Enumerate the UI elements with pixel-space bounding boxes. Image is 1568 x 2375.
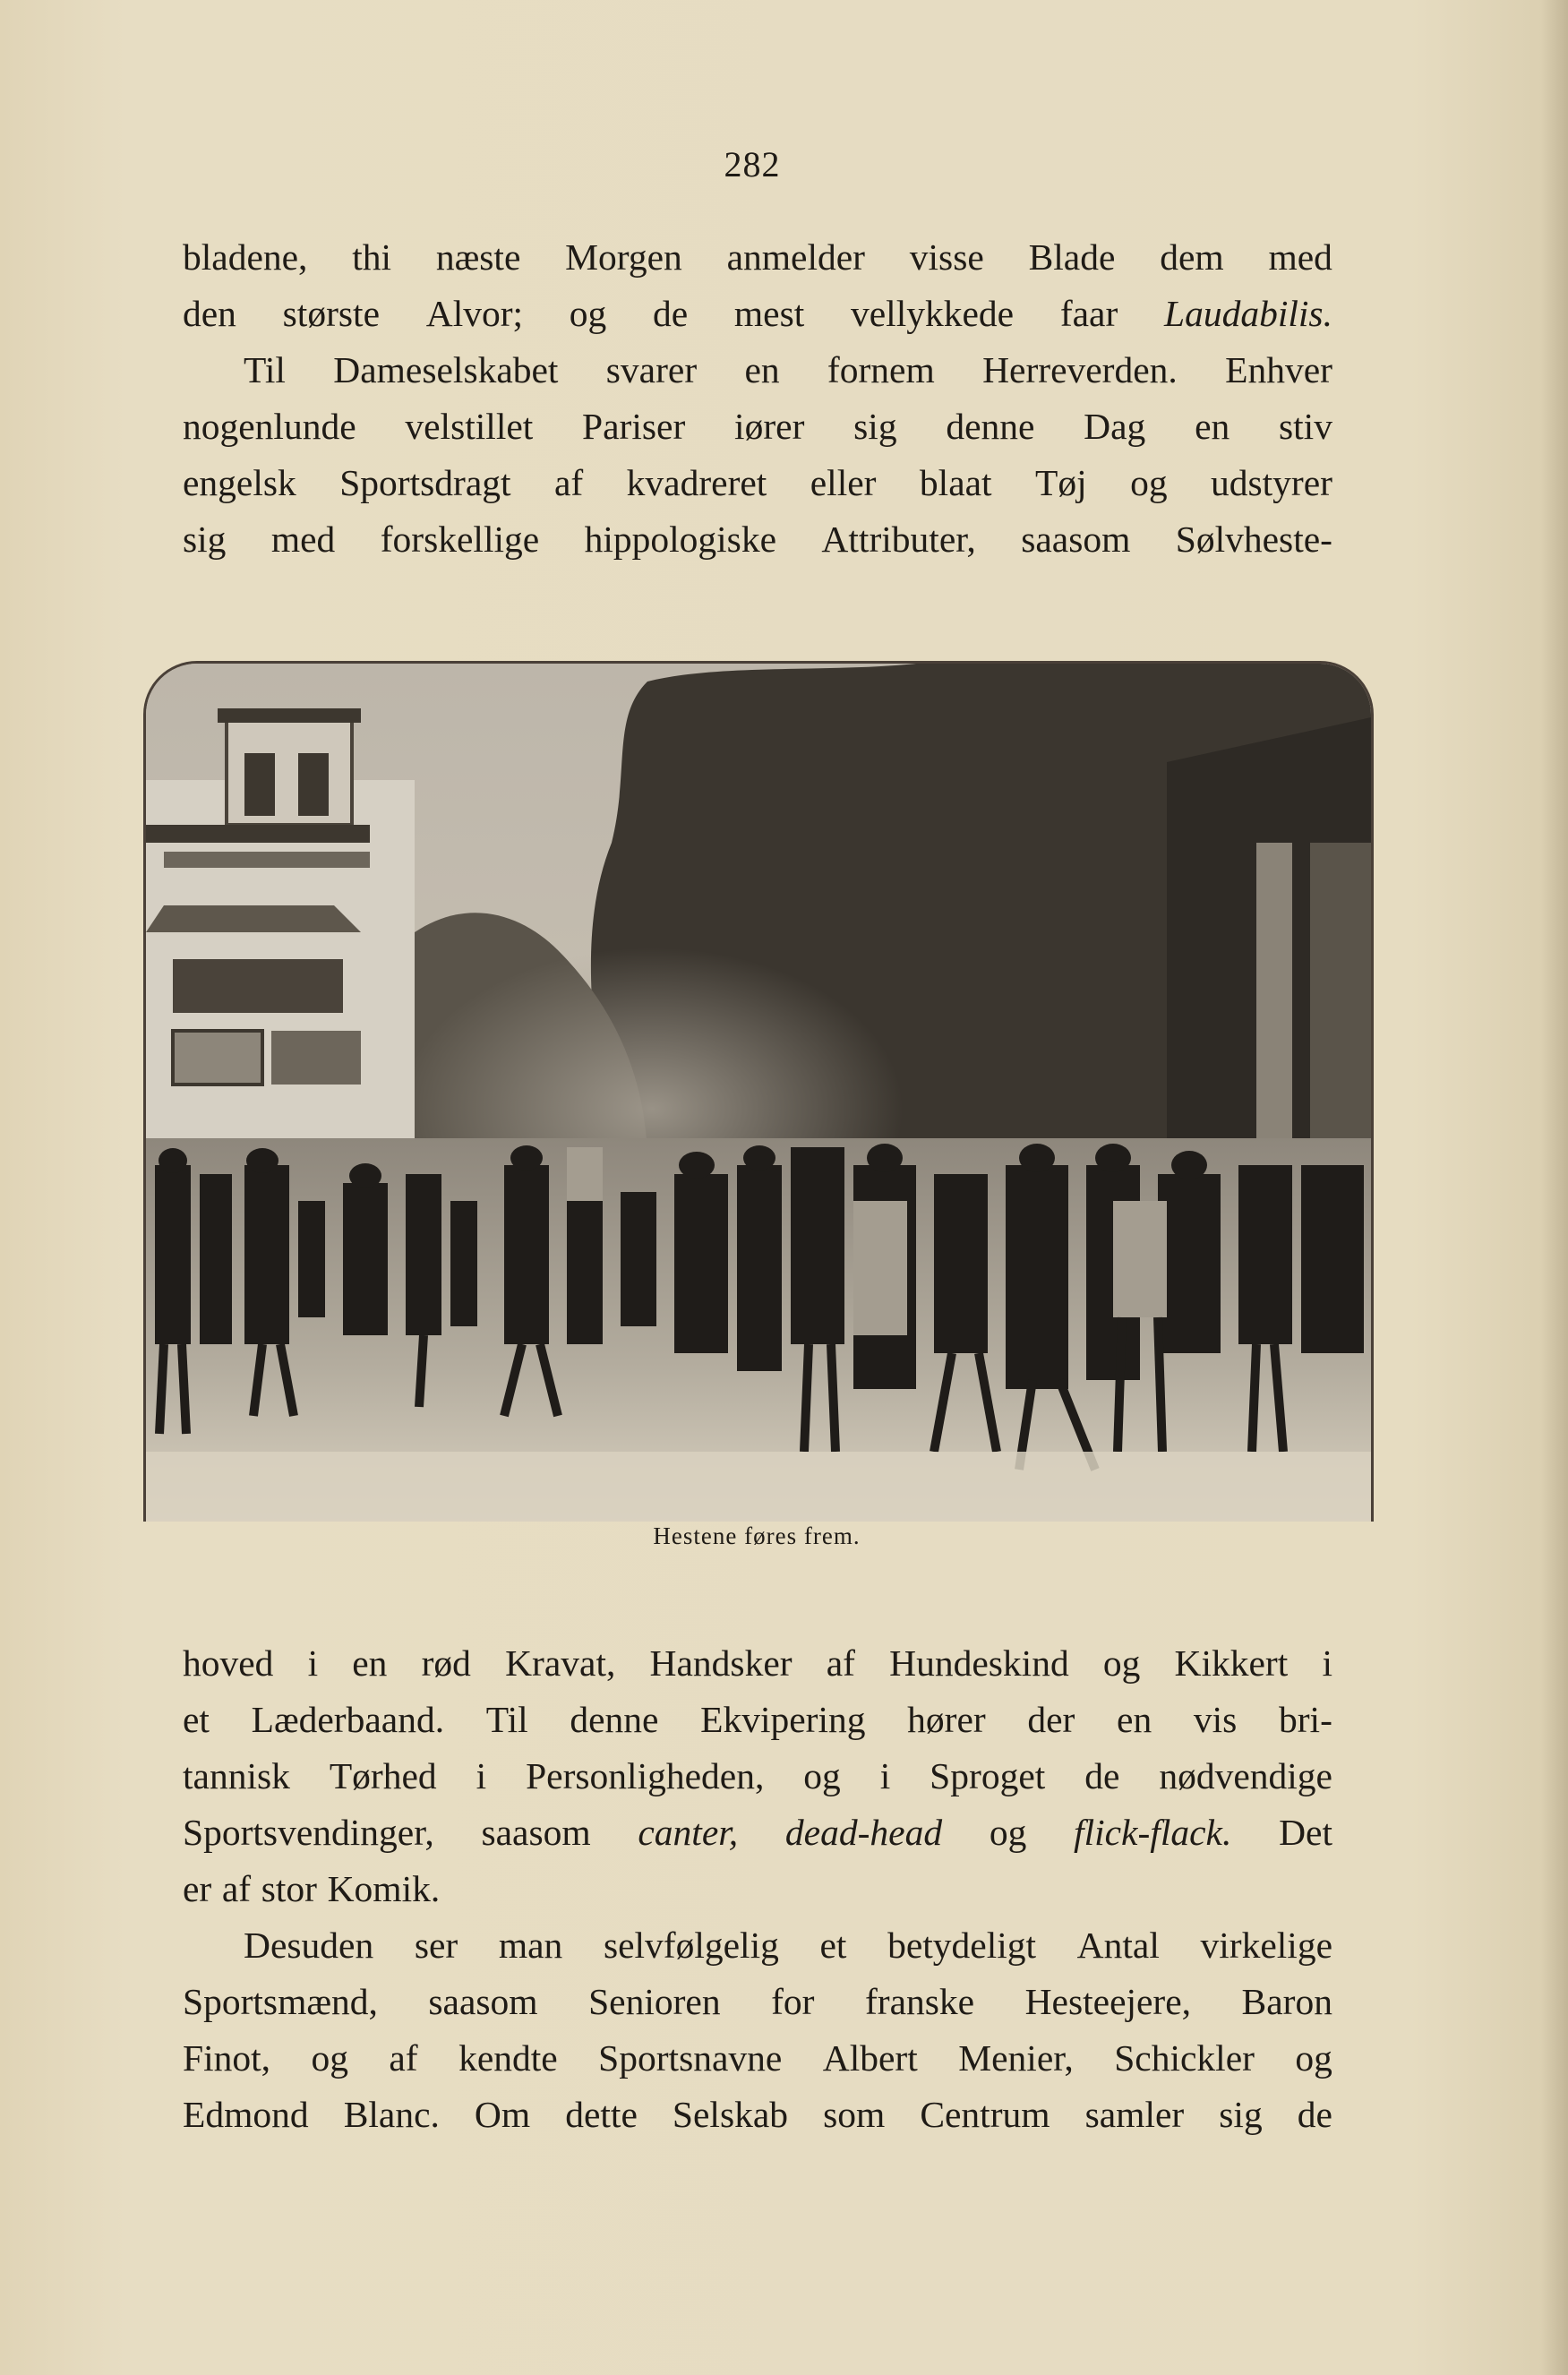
word: med [1268, 236, 1332, 278]
word: engelsk [183, 462, 296, 503]
word: flick-flack. [1074, 1812, 1232, 1853]
text-line [183, 286, 1332, 342]
halftone-photo-illustration [146, 664, 1371, 1522]
word: eller [810, 462, 877, 503]
word: Enhver [1225, 349, 1332, 390]
word: Selskab [672, 2094, 789, 2135]
text-line [183, 342, 1332, 399]
word: forskellige [380, 519, 540, 560]
word: rød [421, 1642, 471, 1684]
word: hoved [183, 1642, 274, 1684]
word: i [1322, 1642, 1332, 1684]
word: thi [352, 236, 392, 278]
word: Sportsnavne [598, 2037, 783, 2079]
word: hippologiske [584, 519, 777, 560]
word: Om [474, 2094, 531, 2135]
word: kvadreret [626, 462, 767, 503]
word: Antal [1076, 1925, 1160, 1966]
text-line [183, 1974, 1332, 2030]
word: de [653, 293, 689, 334]
word: saasom [428, 1981, 538, 2022]
text-line [183, 1748, 1332, 1805]
word: ser [414, 1925, 458, 1966]
word: Blade [1028, 236, 1116, 278]
word: franske [864, 1981, 975, 2022]
word: stor [261, 1868, 317, 1909]
word: selvfølgelig [603, 1925, 779, 1966]
word: Alvor; [425, 293, 524, 334]
word: udstyrer [1210, 462, 1332, 503]
word: betydeligt [887, 1925, 1037, 1966]
word: velstillet [405, 406, 534, 447]
word: denne [570, 1699, 659, 1740]
text-line [183, 1635, 1332, 1692]
word: en [1195, 406, 1230, 447]
figure-caption: Hestene føres frem. [653, 1522, 861, 1549]
text-line [183, 399, 1332, 455]
text-line [183, 1861, 1332, 1917]
word: med [270, 519, 336, 560]
word: Dag [1084, 406, 1146, 447]
word: kendte [458, 2037, 558, 2079]
word: Til [244, 349, 286, 390]
word: af [553, 462, 584, 503]
word: Senioren [588, 1981, 721, 2022]
word: nogenlunde [183, 406, 356, 447]
page-edge-shadow [1541, 0, 1568, 2375]
word: for [771, 1981, 815, 2022]
word: sig [853, 406, 897, 447]
word: Finot, [183, 2037, 271, 2079]
word: og [1130, 462, 1168, 503]
word: en [1117, 1699, 1152, 1740]
word: en [744, 349, 780, 390]
word: i [879, 1755, 891, 1796]
word: bladene, [183, 236, 308, 278]
word: Det [1279, 1812, 1332, 1853]
word: et [819, 1925, 847, 1966]
word: denne [946, 406, 1035, 447]
page-number: 282 [724, 144, 781, 184]
word: er [183, 1868, 212, 1909]
word: de [1084, 1755, 1120, 1796]
word: Baron [1241, 1981, 1332, 2022]
word: Sportsdragt [339, 462, 511, 503]
word: af [389, 2037, 418, 2079]
word: Attributer, [821, 519, 976, 560]
word: Kravat, [505, 1642, 616, 1684]
word: virkelige [1200, 1925, 1332, 1966]
word: af [221, 1868, 252, 1909]
word: Albert [822, 2037, 918, 2079]
word: Tørhed [329, 1755, 437, 1796]
word: og [569, 293, 607, 334]
word: mest [733, 293, 805, 334]
word: der [1027, 1699, 1075, 1740]
paragraph-top [183, 229, 1332, 568]
word: Ekvipering [700, 1699, 866, 1740]
word: dette [565, 2094, 638, 2135]
word: af [826, 1642, 855, 1684]
word: sig [1219, 2094, 1263, 2135]
word: Morgen [565, 236, 682, 278]
text-line [183, 1917, 1332, 1974]
word: samler [1084, 2094, 1185, 2135]
text-line [183, 455, 1332, 511]
word: Tøj [1035, 462, 1087, 503]
word: iører [734, 406, 805, 447]
word: Sølvheste- [1175, 519, 1332, 560]
word: Pariser [582, 406, 686, 447]
word: et [183, 1699, 210, 1740]
word: nødvendige [1159, 1755, 1332, 1796]
photo-frame [143, 661, 1374, 1522]
word: Menier, [958, 2037, 1074, 2079]
word: i [476, 1755, 487, 1796]
word: og [803, 1755, 841, 1796]
word: i [307, 1642, 319, 1684]
word: faar [1059, 293, 1118, 334]
word: Dameselskabet [333, 349, 559, 390]
word: Personligheden, [526, 1755, 765, 1796]
word: svarer [605, 349, 698, 390]
word: Hundeskind [889, 1642, 1069, 1684]
word: saasom [481, 1812, 591, 1853]
word: tannisk [183, 1755, 290, 1796]
word: saasom [1021, 519, 1131, 560]
word: Centrum [920, 2094, 1050, 2135]
word: de [1297, 2094, 1332, 2135]
word: Edmond [183, 2094, 309, 2135]
paragraph-bottom [183, 1635, 1332, 2143]
word: en [352, 1642, 388, 1684]
word: og [1102, 1642, 1141, 1684]
word: Handsker [649, 1642, 793, 1684]
text-line [183, 2087, 1332, 2143]
word: Læderbaand. [251, 1699, 445, 1740]
word: dead-head [784, 1812, 943, 1853]
text-line [183, 229, 1332, 286]
word: stiv [1278, 406, 1332, 447]
word: fornem [827, 349, 935, 390]
word: den [183, 293, 236, 334]
word: man [498, 1925, 563, 1966]
grandstand-right [1167, 717, 1371, 1165]
text-line [183, 2030, 1332, 2087]
word: og [1295, 2037, 1332, 2079]
word: Laudabilis. [1164, 293, 1332, 334]
word: blaat [919, 462, 992, 503]
text-line [183, 1692, 1332, 1748]
word: anmelder [726, 236, 865, 278]
word: vellykkede [851, 293, 1015, 334]
word: hører [907, 1699, 986, 1740]
word: Til [485, 1699, 528, 1740]
word: og [311, 2037, 348, 2079]
word: Schickler [1114, 2037, 1255, 2079]
figure-photograph [143, 661, 1370, 1521]
word: vis [1193, 1699, 1238, 1740]
word: Sportsvendinger, [183, 1812, 434, 1853]
word: Sportsmænd, [183, 1981, 378, 2022]
word: bri- [1278, 1699, 1332, 1740]
word: som [823, 2094, 886, 2135]
word: Sproget [930, 1755, 1046, 1796]
word: Kikkert [1174, 1642, 1289, 1684]
word: Desuden [244, 1925, 374, 1966]
word: Blanc. [343, 2094, 440, 2135]
word: næste [435, 236, 521, 278]
word: sig [183, 519, 227, 560]
word: og [989, 1812, 1027, 1853]
word: canter, [638, 1812, 739, 1853]
word: visse [909, 236, 984, 278]
word: dem [1160, 236, 1224, 278]
word: Herreverden. [982, 349, 1178, 390]
bottom-fade [146, 1452, 1371, 1522]
text-line [183, 511, 1332, 568]
word: Hesteejere, [1024, 1981, 1192, 2022]
word: største [282, 293, 380, 334]
text-line [183, 1805, 1332, 1861]
word: Komik. [327, 1868, 441, 1909]
